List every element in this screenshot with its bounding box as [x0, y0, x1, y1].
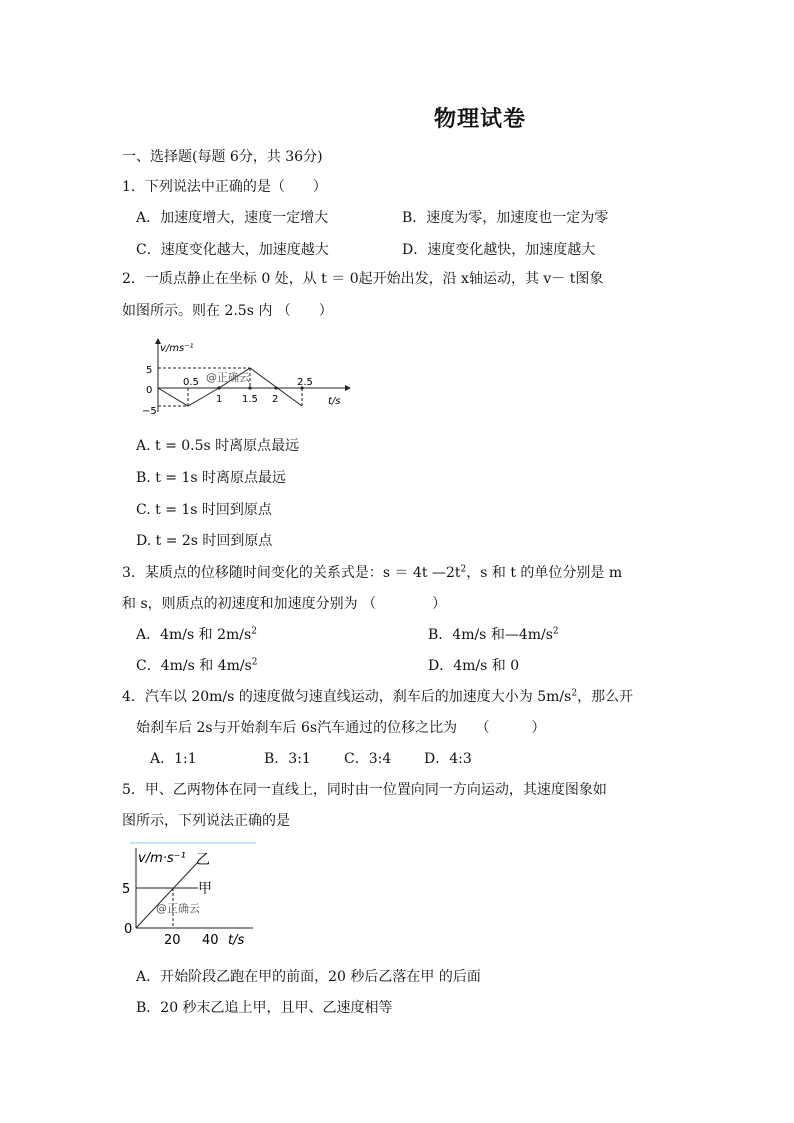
q5-x40-label: 40 [202, 933, 219, 948]
q3-stem-line2: 和 s，则质点的初速度和加速度分别为 （ ） [122, 596, 447, 612]
q2-option-d[interactable]: D. t = 2s 时回到原点 [136, 533, 273, 549]
q3-option-a[interactable]: A．4m/s 和 $2m/s^2$ [136, 626, 257, 643]
q2-dot-2 [274, 386, 277, 389]
q3-option-d[interactable]: D．4m/s 和 0 [428, 658, 520, 674]
q2-vt-graph [140, 336, 360, 424]
q4-option-a[interactable]: A．1:1 [150, 751, 197, 767]
q2-xlabel: t/s [328, 396, 341, 407]
q5-y5-label: 5 [122, 882, 131, 897]
q5-stem-line1: 5．甲、乙两物体在同一直线上，同时由一位置向同一方向运动，其速度图象如 [122, 782, 607, 798]
q2-watermark: @正确云 [206, 371, 250, 384]
q4-stem-line2: 始刹车后 2s与开始刹车后 6s汽车通过的位移之比为 （ ） [136, 720, 546, 736]
q2-x15-label: 1.5 [242, 394, 258, 405]
q2-x-arrow [345, 385, 351, 391]
q1-option-a[interactable]: A．加速度增大，速度一定增大 [136, 210, 329, 226]
q2-stem-line2: 如图所示。则在 2.5s 内 （ ） [122, 303, 333, 319]
q2-ylabel: v/ms⁻¹ [160, 343, 194, 354]
q4-option-b[interactable]: B．3:1 [264, 751, 311, 767]
q2-dot-15 [248, 386, 251, 389]
q2-option-a[interactable]: A. t = 0.5s 时离原点最远 [136, 438, 300, 454]
q5-label-yi: 乙 [196, 852, 210, 868]
q2-dot-1 [217, 386, 220, 389]
q2-stem-line1: 2．一质点静止在坐标 0 处，从 t ＝ 0起开始出发，沿 x轴运动，其 v－ t图象 [122, 271, 604, 287]
page-title: 物理试卷 [434, 106, 527, 132]
q5-option-b[interactable]: B．20 秒末乙追上甲，且甲、乙速度相等 [136, 1000, 393, 1016]
q2-x2-label: 2 [272, 394, 279, 405]
q4-option-c[interactable]: C．3:4 [344, 751, 392, 767]
q5-x20-label: 20 [164, 933, 181, 948]
q2-x1-label: 1 [216, 394, 223, 405]
q5-watermark: @正确云 [156, 902, 200, 915]
q2-x05-label: 0.5 [183, 377, 199, 388]
q5-y0-label: 0 [124, 922, 133, 937]
q4-option-d[interactable]: D．4:3 [424, 751, 472, 767]
q1-option-d[interactable]: D．速度变化越快，加速度越大 [402, 242, 596, 258]
q2-option-c[interactable]: C. t = 1s 时回到原点 [136, 502, 272, 518]
q2-option-b[interactable]: B. t = 1s 时离原点最远 [136, 470, 286, 486]
q5-ylabel: v/m·s⁻¹ [138, 851, 186, 866]
q5-label-jia: 甲 [198, 881, 212, 897]
q5-line-yi [136, 862, 198, 928]
q3-option-b[interactable]: B．4m/s 和$—4m/s^2$ [428, 626, 559, 643]
q5-stem-line2: 图所示，下列说法正确的是 [122, 813, 290, 829]
q5-vt-graph [118, 840, 268, 952]
q2-y5-label: 5 [146, 365, 153, 376]
q5-option-a[interactable]: A．开始阶段乙跑在甲的前面，20 秒后乙落在甲 的后面 [136, 969, 481, 985]
q3-option-c[interactable]: C．4m/s 和 $4m/s^2$ [136, 657, 258, 674]
q1-stem: 1．下列说法中正确的是（ ） [122, 179, 327, 195]
q2-y0-label: 0 [146, 385, 153, 396]
q3-stem-line1: 3．某质点的位移随时间变化的关系式是：s ＝ 4t $—2t^2$，s 和 t 的单位分别是 m [122, 564, 623, 581]
section-heading: 一、选择题(每题 6分，共 36分) [122, 149, 323, 165]
q1-option-b[interactable]: B．速度为零，加速度也一定为零 [402, 210, 609, 226]
q2-x25-label: 2.5 [297, 377, 313, 388]
q2-yneg5-label: −5 [142, 406, 157, 417]
q5-xlabel: t/s [228, 933, 245, 948]
q1-option-c[interactable]: C．速度变化越大，加速度越大 [136, 242, 329, 258]
q4-stem-line1: 4．汽车以 20m/s 的速度做匀速直线运动，刹车后的加速度大小为 $5m/s^2$，那么开 [122, 688, 634, 705]
